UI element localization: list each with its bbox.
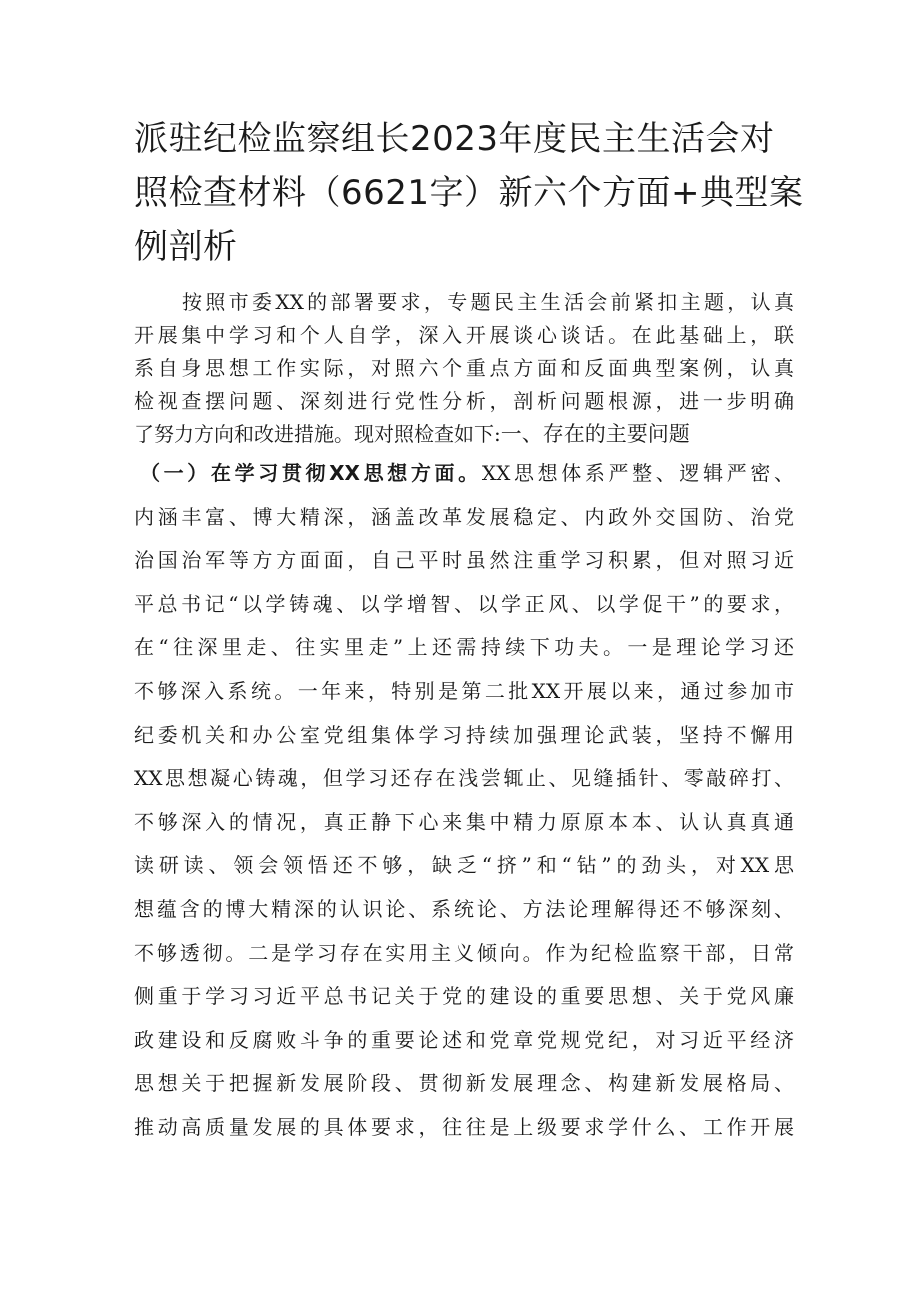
- body-line: 推动高质量发展的具体要求，往往是上级要求学什么、工作开展: [134, 1114, 794, 1139]
- body-line-first: [134, 452, 794, 496]
- body-line: 侧重于学习习近平总书记关于党的建设的重要思想、关于党风廉: [134, 984, 794, 1009]
- title-line: 派驻纪检监察组长2023年度民主生活会对: [134, 119, 775, 159]
- body-line: 不够透彻。二是学习存在实用主义倾向。作为纪检监察干部，日常: [134, 940, 794, 965]
- body-line: 思想关于把握新发展阶段、贯彻新发展理念、构建新发展格局、: [134, 1071, 794, 1096]
- body-line-text: XX思想体系严整、逻辑严密、: [481, 461, 794, 485]
- section-heading: 一、存在的主要问题: [500, 422, 690, 446]
- body-line: 纪委机关和办公室党组集体学习持续加强理论武装，坚持不懈用: [134, 722, 794, 747]
- intro-paragraph: [134, 286, 794, 451]
- body-line: 不够深入的情况，真正静下心来集中精力原原本本、认认真真通: [134, 809, 794, 834]
- body-paragraph: [134, 452, 794, 1150]
- body-line: 治国治军等方方面面，自己平时虽然注重学习积累，但对照习近: [134, 548, 794, 573]
- document-title: [134, 112, 804, 274]
- intro-line-text: 了努力方向和改进措施。现对照检查如下:: [134, 422, 501, 446]
- body-line: 在“往深里走、往实里走”上还需持续下功夫。一是理论学习还: [134, 635, 794, 660]
- intro-line: 开展集中学习和个人自学，深入开展谈心谈话。在此基础上，联: [134, 323, 794, 347]
- body-line: 不够深入系统。一年来，特别是第二批XX开展以来，通过参加市: [134, 678, 794, 703]
- intro-line: 系自身思想工作实际，对照六个重点方面和反面典型案例，认真: [134, 356, 794, 380]
- intro-line: 检视查摆问题、深刻进行党性分析，剖析问题根源，进一步明确: [134, 389, 794, 413]
- subsection-heading: （一）在学习贯彻XX思想方面。: [140, 461, 482, 485]
- intro-line: 按照市委XX的部署要求，专题民主生活会前紧扣主题，认真: [182, 290, 794, 314]
- title-line: 例剖析: [134, 227, 238, 267]
- body-line: 读研读、领会领悟还不够，缺乏“挤”和“钻”的劲头，对XX思: [134, 853, 794, 878]
- intro-line-last: [134, 418, 794, 451]
- body-line: 想蕴含的博大精深的认识论、系统论、方法论理解得还不够深刻、: [134, 896, 794, 921]
- body-line: XX思想凝心铸魂，但学习还存在浅尝辄止、见缝插针、零敲碎打、: [134, 766, 794, 791]
- title-line: 照检查材料（6621字）新六个方面+典型案: [134, 173, 804, 213]
- body-line: 政建设和反腐败斗争的重要论述和党章党规党纪，对习近平经济: [134, 1027, 794, 1052]
- body-line: 内涵丰富、博大精深，涵盖改革发展稳定、内政外交国防、治党: [134, 504, 794, 529]
- body-line: 平总书记“以学铸魂、以学增智、以学正风、以学促干”的要求，: [134, 591, 794, 616]
